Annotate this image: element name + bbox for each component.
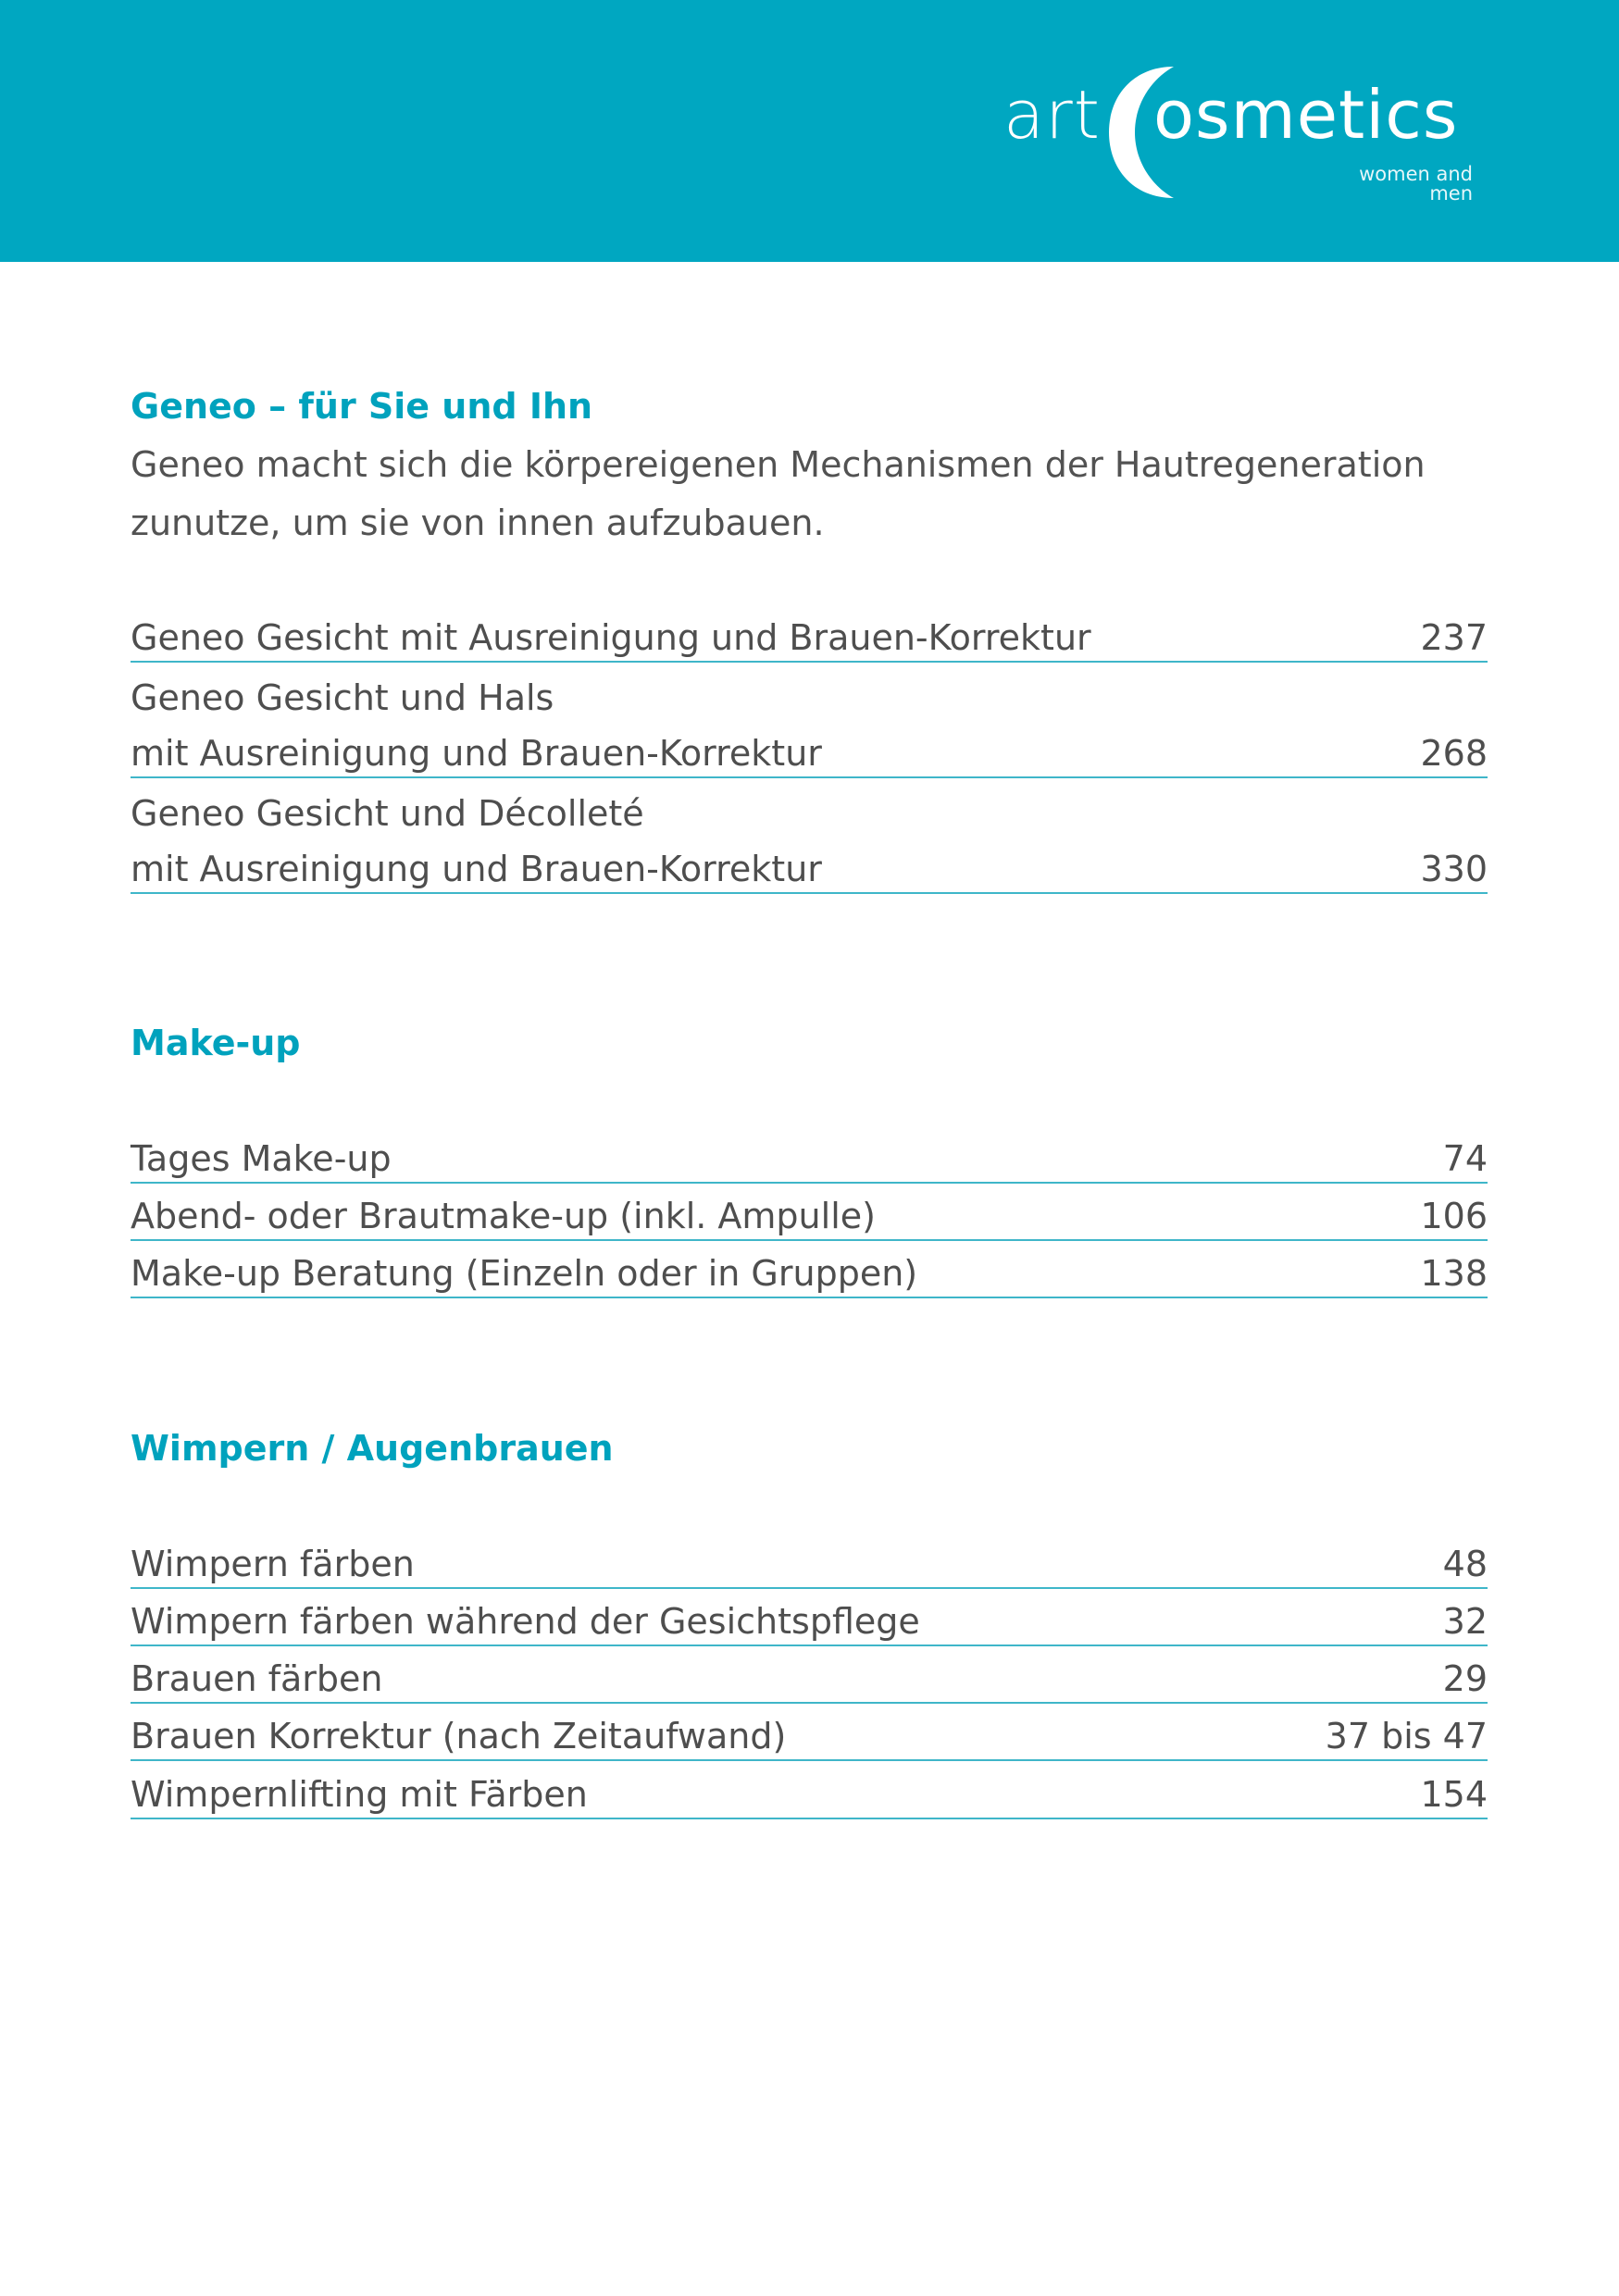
price-row [131, 1646, 1488, 1704]
item-label: Geneo Gesicht und Hals [131, 677, 554, 718]
item-label: Make-up Beratung (Einzeln oder in Gruppen) [131, 1253, 918, 1294]
brand-logo [1000, 63, 1500, 205]
item-price: 32 [1442, 1601, 1488, 1642]
item-label: Tages Make-up [131, 1138, 392, 1179]
item-label: Wimpern färben [131, 1544, 415, 1584]
item-label: Brauen Korrektur (nach Zeitaufwand) [131, 1716, 787, 1756]
logo-art-text: art [1003, 76, 1101, 154]
item-price: 237 [1420, 617, 1488, 658]
item-label: Abend- oder Brautmake-up (inkl. Ampulle) [131, 1196, 876, 1236]
item-price: 138 [1420, 1253, 1488, 1294]
section-intro-geneo: Geneo macht sich die körpereigenen Mechanismen der Hautregeneration zunutze, um sie von innen aufzubauen. [131, 444, 1426, 543]
header-band [0, 0, 1619, 262]
item-price: 154 [1420, 1774, 1488, 1815]
item-label: mit Ausreinigung und Brauen-Korrektur [131, 733, 822, 774]
item-price: 330 [1420, 849, 1488, 889]
section-title-geneo: Geneo – für Sie und Ihn [131, 386, 593, 427]
item-label: mit Ausreinigung und Brauen-Korrektur [131, 849, 822, 889]
item-label: Wimpernlifting mit Färben [131, 1774, 588, 1815]
item-price: 37 bis 47 [1325, 1716, 1488, 1756]
item-price: 48 [1442, 1544, 1488, 1584]
price-row [131, 1241, 1488, 1298]
item-price: 29 [1442, 1658, 1488, 1699]
section-title-wimpern: Wimpern / Augenbrauen [131, 1428, 614, 1469]
section-title-makeup: Make-up [131, 1023, 301, 1063]
price-row [131, 1589, 1488, 1646]
item-price: 106 [1420, 1196, 1488, 1236]
item-label: Wimpern färben während der Gesichtspflege [131, 1601, 920, 1642]
item-label: Brauen färben [131, 1658, 383, 1699]
logo-cosmetics-text: osmetics [1153, 76, 1459, 154]
item-label: Geneo Gesicht und Décolleté [131, 793, 644, 834]
price-row [131, 1704, 1488, 1761]
price-row [131, 605, 1488, 663]
price-row [131, 1762, 1488, 1819]
price-row [131, 778, 1488, 894]
price-row [131, 1126, 1488, 1184]
logo-tagline: women and men [1359, 163, 1473, 205]
item-price: 74 [1442, 1138, 1488, 1179]
price-row [131, 1184, 1488, 1241]
item-label: Geneo Gesicht mit Ausreinigung und Brauen-Korrektur [131, 617, 1091, 658]
item-price: 268 [1420, 733, 1488, 774]
price-row [131, 1532, 1488, 1589]
price-row [131, 663, 1488, 778]
